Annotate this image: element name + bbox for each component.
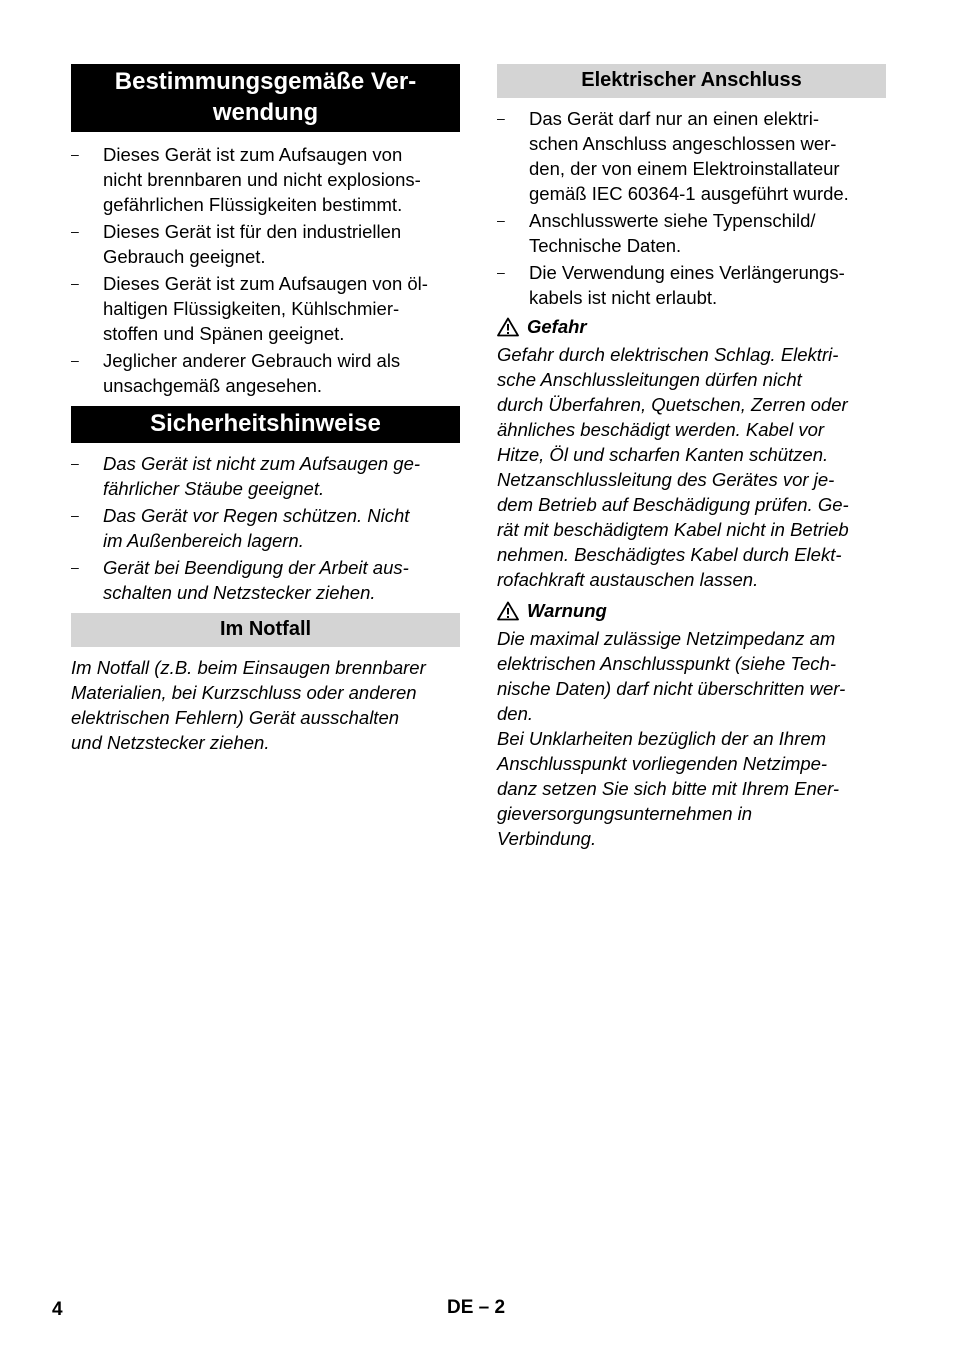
list-item: – Dieses Gerät ist zum Aufsaugen von nicht brennbaren und nicht explosions- gefährlichen Flüssigkeiten bestimmt. bbox=[71, 144, 421, 215]
safety-list bbox=[71, 451, 460, 605]
list-item: – Dieses Gerät ist zum Aufsaugen von öl- haltigen Flüssigkeiten, Kühlschmier- stoffen und Spänen geeignet. bbox=[71, 273, 428, 344]
language-page-indicator: DE – 2 bbox=[447, 1297, 506, 1318]
subheading-electrical: Elektrischer Anschluss bbox=[497, 64, 886, 98]
list-item: – Anschlusswerte siehe Typenschild/ Technische Daten. bbox=[497, 210, 816, 256]
list-item: – Das Gerät ist nicht zum Aufsaugen ge- fährlicher Stäube geeignet. bbox=[71, 453, 421, 499]
dash-icon: – bbox=[71, 352, 79, 368]
dash-icon: – bbox=[71, 559, 79, 575]
right-column bbox=[497, 64, 886, 851]
dash-icon: – bbox=[497, 110, 505, 126]
list-item: – Gerät bei Beendigung der Arbeit aus- schalten und Netzstecker ziehen. bbox=[71, 557, 409, 603]
section-heading-intended-use: Bestimmungsgemäße Ver- wendung bbox=[71, 64, 460, 132]
warning-triangle-icon bbox=[497, 601, 519, 621]
list-item: – Die Verwendung eines Verlängerungs- kabels ist nicht erlaubt. bbox=[497, 262, 845, 308]
dash-icon: – bbox=[71, 507, 79, 523]
list-item: – Jeglicher anderer Gebrauch wird als unsachgemäß angesehen. bbox=[71, 350, 401, 396]
page-number: 4 bbox=[52, 1299, 63, 1320]
intended-use-list bbox=[71, 142, 460, 398]
list-item: – Dieses Gerät ist für den industriellen Gebrauch geeignet. bbox=[71, 221, 402, 267]
subheading-emergency: Im Notfall bbox=[71, 613, 460, 647]
warning-text: Die maximal zulässige Netzimpedanz am elektrischen Anschlusspunkt (siehe Tech- nische Daten) darf nicht überschritten wer- den. Bei Unklarheiten bezüglich der an Ihrem Anschlusspunkt vorliegenden Netzimpe- danz setzen Sie sich bitte mit Ihrem Ener- gieversorgungsunternehmen in Verbindung. bbox=[497, 628, 846, 849]
dash-icon: – bbox=[71, 223, 79, 239]
danger-label: Gefahr bbox=[527, 316, 587, 337]
danger-text: Gefahr durch elektrischen Schlag. Elektri- sche Anschlussleitungen dürfen nicht durch Überfahren, Quetschen, Zerren oder ähnliches beschädigt werden. Kabel vor Hitze, Öl und scharfen Kanten schützen. Netzanschlussleitung des Gerätes vor je- dem Betrieb auf Beschädigung prüfen. Ge- rät mit beschädigtem Kabel nicht in Betrieb nehmen. Beschädigtes Kabel durch Elekt- rofachkraft austauschen lassen. bbox=[497, 344, 849, 590]
danger-heading bbox=[497, 314, 886, 339]
warning-heading bbox=[497, 598, 886, 623]
warning-triangle-icon bbox=[497, 317, 519, 337]
list-item: – Das Gerät darf nur an einen elektri- schen Anschluss angeschlossen wer- den, der von einem Elektroinstallateur gemäß IEC 60364-1 ausgeführt wurde. bbox=[497, 108, 849, 204]
electrical-list bbox=[497, 106, 886, 310]
list-item: – Das Gerät vor Regen schützen. Nicht im Außenbereich lagern. bbox=[71, 505, 410, 551]
section-heading-safety: Sicherheitshinweise bbox=[71, 406, 460, 443]
dash-icon: – bbox=[71, 146, 79, 162]
left-column bbox=[71, 64, 460, 755]
dash-icon: – bbox=[71, 455, 79, 471]
dash-icon: – bbox=[497, 264, 505, 280]
dash-icon: – bbox=[497, 212, 505, 228]
emergency-text: Im Notfall (z.B. beim Einsaugen brennbarer Materialien, bei Kurzschluss oder anderen elektrischen Fehlern) Gerät ausschalten und Netzstecker ziehen. bbox=[71, 657, 426, 753]
warning-label: Warnung bbox=[527, 600, 607, 621]
dash-icon: – bbox=[71, 275, 79, 291]
